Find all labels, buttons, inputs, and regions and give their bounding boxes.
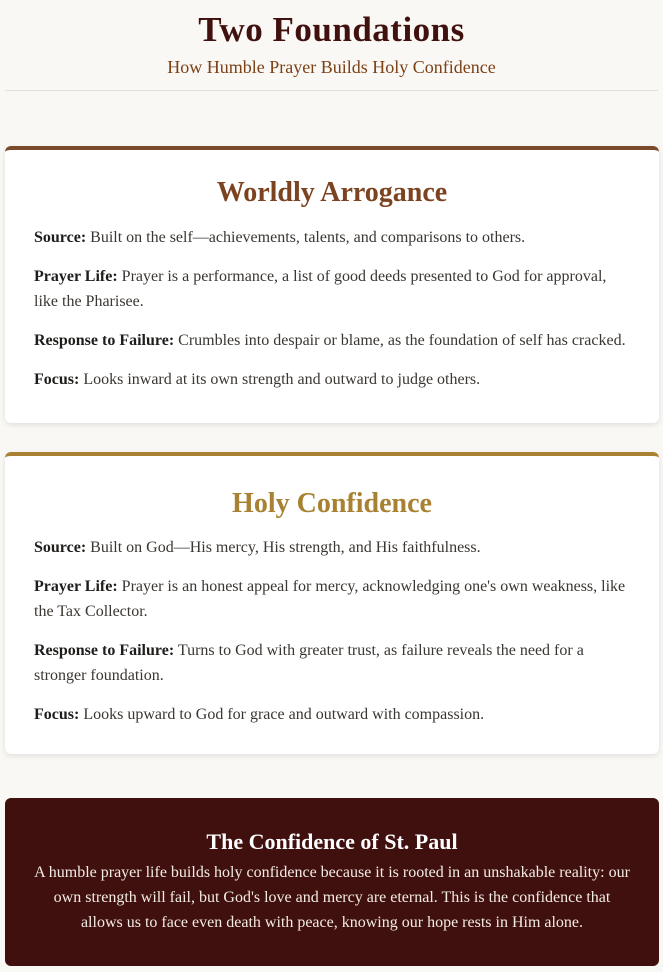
point-prayer-life — [34, 264, 630, 314]
point-prayer-life — [34, 574, 630, 624]
point-label: Focus: — [34, 371, 80, 388]
point-label: Prayer Life: — [34, 268, 118, 285]
card-points — [34, 535, 630, 727]
point-source — [34, 225, 630, 250]
point-response-to-failure — [34, 638, 630, 688]
point-response-to-failure — [34, 328, 630, 353]
holy-confidence-card — [5, 452, 659, 754]
worldly-arrogance-card — [5, 146, 659, 423]
page-title: Two Foundations — [198, 10, 465, 49]
point-source — [34, 535, 630, 560]
card-title: Worldly Arrogance — [216, 177, 448, 208]
point-focus — [34, 702, 630, 727]
point-text: Looks upward to God for grace and outward with compassion. — [83, 706, 485, 723]
point-label: Source: — [34, 229, 87, 246]
conclusion-text: A humble prayer life builds holy confidence because it is rooted in an unshakable reality: our own strength will fail, but God's love and mercy are eternal. This is the confidence that allows us to face even death with peace, knowing our hope rests in Him alone. — [34, 864, 630, 931]
conclusion-title: The Confidence of St. Paul — [206, 829, 458, 854]
point-text: Built on God—His mercy, His strength, and His faithfulness. — [90, 539, 481, 556]
card-title: Holy Confidence — [232, 488, 432, 519]
point-label: Focus: — [34, 706, 80, 723]
point-text: Crumbles into despair or blame, as the foundation of self has cracked. — [178, 332, 626, 349]
point-text: Prayer is a performance, a list of good deeds presented to God for approval, like the Pharisee. — [34, 268, 607, 310]
page-subtitle: How Humble Prayer Builds Holy Confidence — [167, 57, 496, 77]
point-label: Response to Failure: — [34, 642, 175, 659]
point-text: Prayer is an honest appeal for mercy, acknowledging one's own weakness, like the Tax Collector. — [34, 578, 626, 620]
point-text: Turns to God with greater trust, as failure reveals the need for a stronger foundation. — [34, 642, 584, 684]
point-text: Looks inward at its own strength and outward to judge others. — [83, 371, 481, 388]
point-text: Built on the self—achievements, talents, and comparisons to others. — [90, 229, 526, 246]
point-label: Prayer Life: — [34, 578, 118, 595]
card-points — [34, 225, 630, 392]
point-label: Response to Failure: — [34, 332, 175, 349]
point-label: Source: — [34, 539, 87, 556]
point-focus — [34, 367, 630, 392]
page-header — [5, 0, 658, 91]
conclusion-banner — [5, 798, 659, 966]
